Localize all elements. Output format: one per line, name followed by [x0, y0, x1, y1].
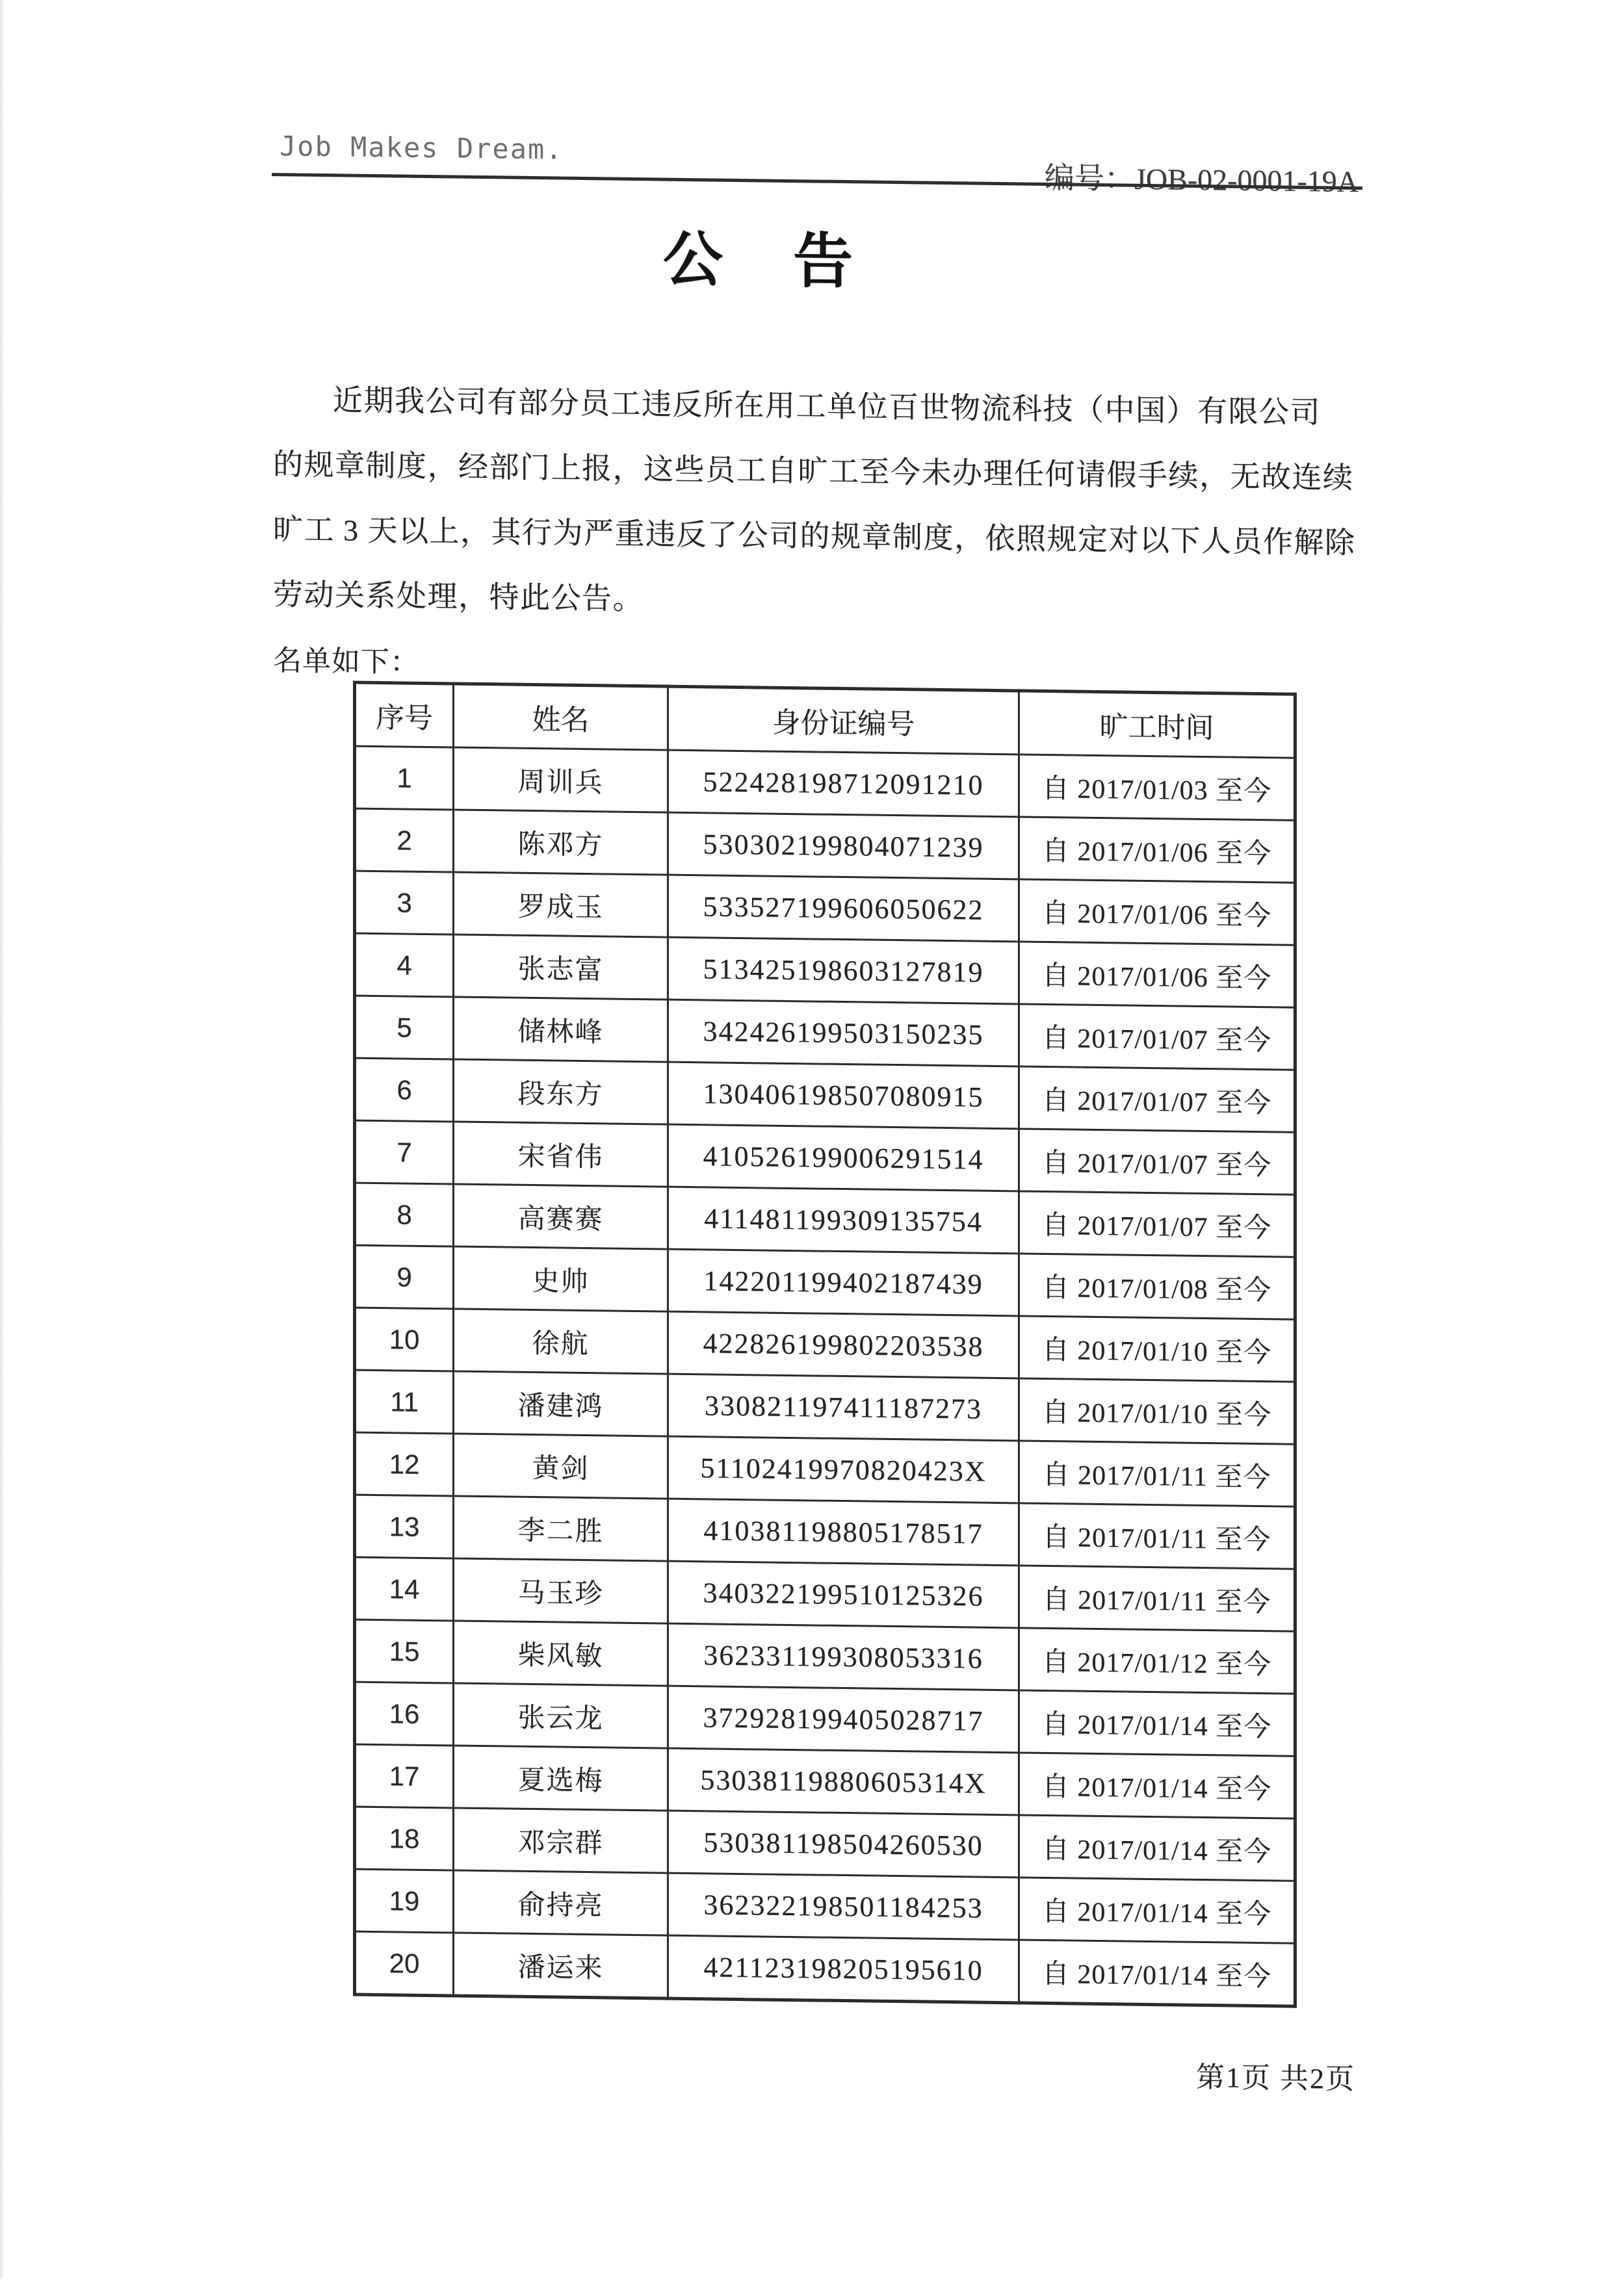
document-number: 编号：JOB-02-0001-19A	[1045, 161, 1358, 198]
row-index: 12	[355, 1432, 454, 1496]
table-row	[355, 1557, 1295, 1631]
row-index: 19	[355, 1869, 454, 1933]
absence-period: 自 2017/01/14 至今	[1019, 1753, 1295, 1818]
row-index: 17	[355, 1744, 454, 1808]
absence-period: 自 2017/01/06 至今	[1019, 942, 1295, 1007]
column-header-absence-period: 旷工时间	[1019, 691, 1295, 758]
employee-name: 潘运来	[454, 1933, 668, 1998]
table-row	[355, 1245, 1295, 1319]
employee-name: 高赛赛	[454, 1184, 668, 1249]
id-number: 530381198504260530	[668, 1811, 1019, 1877]
id-number: 362322198501184253	[668, 1873, 1019, 1940]
row-index: 11	[355, 1370, 454, 1434]
table-row	[355, 746, 1295, 820]
id-number: 330821197411187273	[668, 1374, 1019, 1441]
employee-name: 陈邓方	[454, 810, 668, 875]
absence-period: 自 2017/01/14 至今	[1019, 1940, 1295, 2006]
list-intro: 名单如下：	[273, 645, 419, 678]
employee-name: 宋省伟	[454, 1122, 668, 1187]
absence-period: 自 2017/01/14 至今	[1019, 1690, 1295, 1756]
row-index: 5	[355, 996, 454, 1059]
column-header-id-number: 身份证编号	[668, 686, 1019, 755]
row-index: 6	[355, 1058, 454, 1122]
absence-period: 自 2017/01/07 至今	[1019, 1004, 1295, 1070]
row-index: 20	[355, 1931, 454, 1996]
employee-name: 张志富	[454, 935, 668, 1000]
employee-name: 张云龙	[454, 1683, 668, 1748]
employee-name: 马玉珍	[454, 1558, 668, 1623]
body-line: 劳动关系处理，特此公告。	[273, 578, 644, 616]
id-number: 130406198507080915	[668, 1062, 1019, 1129]
absence-period: 自 2017/01/06 至今	[1019, 817, 1295, 883]
table-row	[355, 1931, 1295, 2006]
id-number: 142201199402187439	[668, 1249, 1019, 1316]
id-number: 422826199802203538	[668, 1311, 1019, 1378]
row-index: 7	[355, 1120, 454, 1184]
table-row	[355, 1183, 1295, 1257]
row-index: 8	[355, 1183, 454, 1246]
employee-name: 俞持亮	[454, 1870, 668, 1935]
id-number: 411481199309135754	[668, 1187, 1019, 1254]
table-body	[355, 746, 1295, 2006]
row-index: 15	[355, 1619, 454, 1683]
employee-name: 储林峰	[454, 997, 668, 1062]
id-number: 513425198603127819	[668, 937, 1019, 1004]
row-index: 10	[355, 1308, 454, 1371]
absence-roster-table	[353, 681, 1297, 2008]
row-index: 4	[355, 933, 454, 997]
absence-period: 自 2017/01/10 至今	[1019, 1378, 1295, 1444]
table-row	[355, 933, 1295, 1007]
employee-name: 罗成玉	[454, 872, 668, 937]
row-index: 9	[355, 1245, 454, 1309]
row-index: 3	[355, 871, 454, 935]
table-header-row	[355, 682, 1295, 758]
header-slogan: Job Makes Dream.	[280, 130, 564, 166]
id-number: 530302199804071239	[668, 812, 1019, 879]
absence-period: 自 2017/01/07 至今	[1019, 1066, 1295, 1132]
column-header-name: 姓名	[454, 684, 668, 750]
row-index: 2	[355, 808, 454, 872]
table-row	[355, 1308, 1295, 1382]
table-row	[355, 1058, 1295, 1132]
absence-period: 自 2017/01/11 至今	[1019, 1441, 1295, 1506]
absence-period: 自 2017/01/11 至今	[1019, 1566, 1295, 1631]
id-number: 372928199405028717	[668, 1686, 1019, 1753]
page-title: 公 告	[662, 226, 858, 296]
absence-period: 自 2017/01/14 至今	[1019, 1815, 1295, 1881]
table-row	[355, 808, 1295, 883]
id-number: 51102419970820423X	[668, 1436, 1019, 1503]
id-number: 340322199510125326	[668, 1561, 1019, 1628]
body-line: 旷工 3 天以上，其行为严重违反了公司的规章制度，依照规定对以下人员作解除	[273, 513, 1356, 560]
table-row	[355, 996, 1295, 1070]
id-number: 522428198712091210	[668, 750, 1019, 817]
absence-period: 自 2017/01/14 至今	[1019, 1877, 1295, 1943]
table-row	[355, 1744, 1295, 1818]
absence-period: 自 2017/01/12 至今	[1019, 1628, 1295, 1694]
table-row	[355, 1120, 1295, 1194]
row-index: 1	[355, 746, 454, 810]
absence-period: 自 2017/01/07 至今	[1019, 1129, 1295, 1194]
employee-name: 李二胜	[454, 1496, 668, 1561]
id-number: 410526199006291514	[668, 1124, 1019, 1191]
row-index: 14	[355, 1557, 454, 1621]
row-index: 16	[355, 1682, 454, 1746]
employee-name: 邓宗群	[454, 1808, 668, 1873]
id-number: 421123198205195610	[668, 1935, 1019, 2003]
id-number: 342426199503150235	[668, 1000, 1019, 1066]
table-row	[355, 1370, 1295, 1444]
body-line: 的规章制度，经部门上报，这些员工自旷工至今未办理任何请假手续，无故连续	[273, 448, 1354, 495]
id-number: 53038119880605314X	[668, 1748, 1019, 1815]
row-index: 18	[355, 1807, 454, 1870]
absence-period: 自 2017/01/07 至今	[1019, 1191, 1295, 1257]
employee-name: 夏选梅	[454, 1746, 668, 1811]
employee-name: 黄剑	[454, 1434, 668, 1499]
table-row	[355, 1807, 1295, 1881]
employee-name: 段东方	[454, 1059, 668, 1124]
id-number: 410381198805178517	[668, 1499, 1019, 1566]
employee-name: 柴风敏	[454, 1621, 668, 1686]
employee-name: 史帅	[454, 1246, 668, 1311]
employee-name: 潘建鸿	[454, 1371, 668, 1436]
absence-period: 自 2017/01/08 至今	[1019, 1254, 1295, 1319]
table-row	[355, 1619, 1295, 1694]
table-row	[355, 871, 1295, 945]
announcement-body	[273, 385, 1372, 658]
table-row	[355, 1869, 1295, 1943]
body-line: 近期我公司有部分员工违反所在用工单位百世物流科技（中国）有限公司	[333, 383, 1321, 430]
row-index: 13	[355, 1495, 454, 1558]
table-row	[355, 1432, 1295, 1506]
id-number: 362331199308053316	[668, 1623, 1019, 1690]
table-row	[355, 1495, 1295, 1569]
absence-period: 自 2017/01/06 至今	[1019, 879, 1295, 945]
column-header-index: 序号	[355, 682, 454, 747]
employee-name: 周训兵	[454, 747, 668, 812]
page-number: 第1页 共2页	[1196, 2061, 1355, 2095]
absence-period: 自 2017/01/11 至今	[1019, 1503, 1295, 1569]
absence-period: 自 2017/01/03 至今	[1019, 755, 1295, 820]
absence-period: 自 2017/01/10 至今	[1019, 1316, 1295, 1382]
table-row	[355, 1682, 1295, 1756]
id-number: 533527199606050622	[668, 875, 1019, 942]
employee-name: 徐航	[454, 1309, 668, 1374]
